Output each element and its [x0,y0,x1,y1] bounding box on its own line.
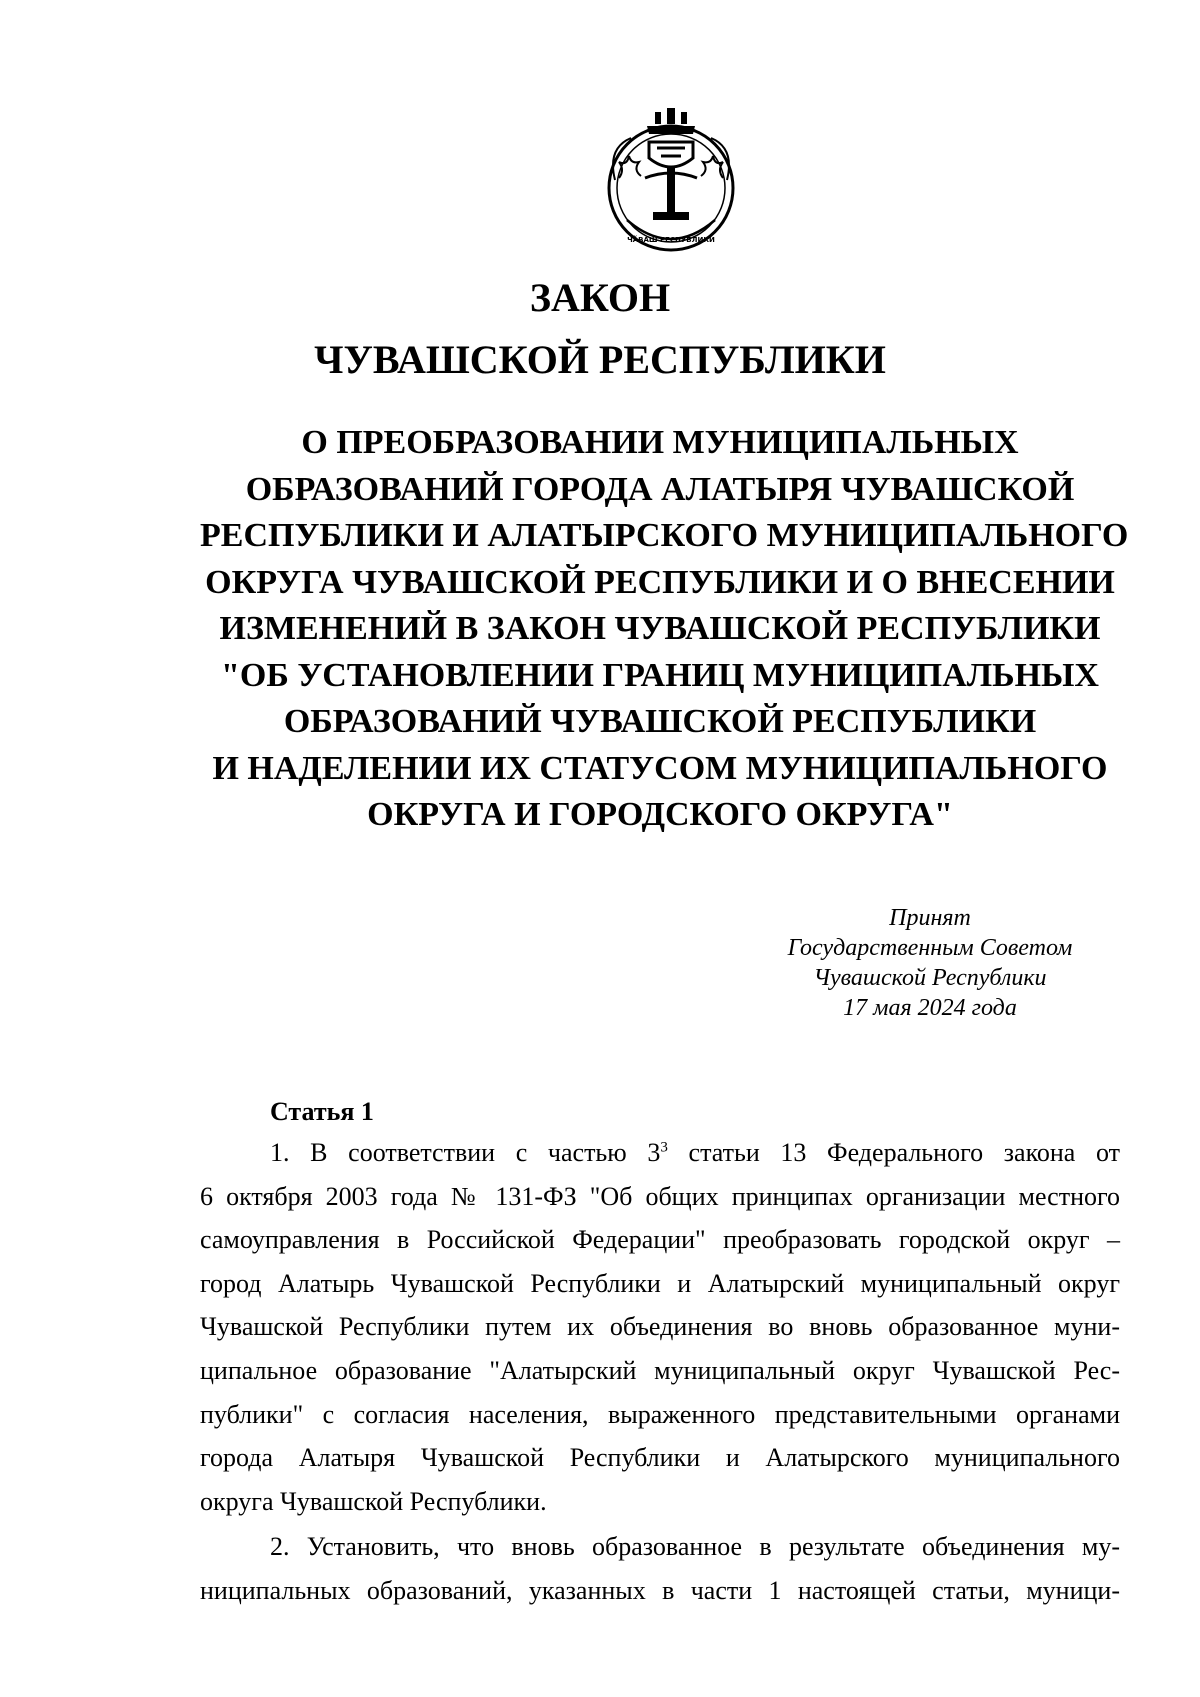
subtitle-line: ИЗМЕНЕНИЙ В ЗАКОН ЧУВАШСКОЙ РЕСПУБЛИКИ [219,610,1101,647]
paragraph-line: города Алатыря Чувашской Республики и Алатырского муниципального [200,1443,1120,1473]
subtitle-line: РЕСПУБЛИКИ И АЛАТЫРСКОГО МУНИЦИПАЛЬНОГО [200,517,1129,554]
paragraph-line: округа Чувашской Республики. [200,1486,547,1516]
paragraph-text: статьи 13 Федерального закона от [667,1138,1121,1167]
law-subject-heading [200,420,1129,839]
paragraph-line [200,1131,1120,1175]
paragraph-line: город Алатырь Чувашской Республики и Алатырский муниципальный округ [200,1268,1120,1298]
subtitle-line: О ПРЕОБРАЗОВАНИИ МУНИЦИПАЛЬНЫХ [301,424,1019,461]
article-paragraph-1 [200,1131,1120,1523]
paragraph-text: 1. В соответствии с частью 3 [270,1138,661,1167]
subtitle-line: ОКРУГА И ГОРОДСКОГО ОКРУГА" [367,796,953,833]
law-title: ЗАКОН [529,275,671,320]
paragraph-line: 2. Установить, что вновь образованное в результате объединения му- [270,1532,1120,1561]
article-paragraph-2 [200,1525,1120,1612]
adoption-line: Чувашской Республики [813,965,1047,991]
subtitle-line: ОБРАЗОВАНИЙ ГОРОДА АЛАТЫРЯ ЧУВАШСКОЙ [245,470,1075,508]
paragraph-line: Чувашской Республики путем их объединения во вновь образованное муни- [200,1312,1120,1342]
article-heading: Статья 1 [270,1097,374,1126]
paragraph-line: ниципальных образований, указанных в части 1 настоящей статьи, муници- [200,1575,1120,1605]
subtitle-line: ОБРАЗОВАНИЙ ЧУВАШСКОЙ РЕСПУБЛИКИ [283,703,1037,740]
subtitle-line: И НАДЕЛЕНИИ ИХ СТАТУСОМ МУНИЦИПАЛЬНОГО [212,749,1108,787]
svg-text:ЧĂВАШ РЕСПУБЛИКИ: ЧĂВАШ РЕСПУБЛИКИ [627,236,715,244]
adoption-line: Принят [889,905,971,931]
subtitle-line: "ОБ УСТАНОВЛЕНИИ ГРАНИЦ МУНИЦИПАЛЬНЫХ [221,656,1099,694]
subtitle-line: ОКРУГА ЧУВАШСКОЙ РЕСПУБЛИКИ И О ВНЕСЕНИИ [205,563,1115,601]
paragraph-line: ципальное образование "Алатырский муниципальный округ Чувашской Рес- [200,1355,1120,1385]
adoption-date: 17 мая 2024 года [843,995,1017,1021]
coat-of-arms-emblem [597,108,745,256]
paragraph-line: 6 октября 2003 года № 131-ФЗ "Об общих принципах организации местного [200,1181,1120,1211]
paragraph-line: самоуправления в Российской Федерации" преобразовать городской округ – [200,1225,1120,1255]
paragraph-line: публики" с согласия населения, выраженного представительными органами [200,1399,1120,1429]
republic-title: ЧУВАШСКОЙ РЕСПУБЛИКИ [314,337,886,382]
adoption-note [720,903,1140,1023]
adoption-line: Государственным Советом [787,935,1073,961]
superscript: 3 [660,1139,668,1156]
